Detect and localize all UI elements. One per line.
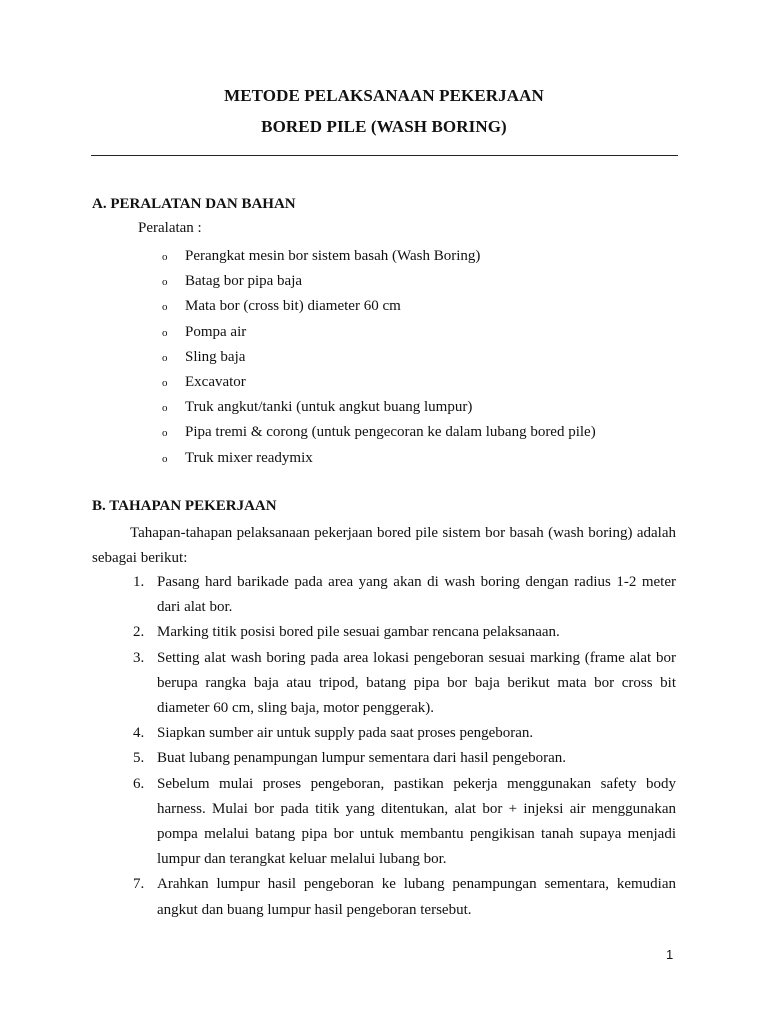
step-text: Siapkan sumber air untuk supply pada saat proses pengeboran.	[157, 725, 534, 742]
bullet-marker: o	[162, 276, 168, 289]
step-text: Buat lubang penampungan lumpur sementara dari hasil pengeboran.	[157, 750, 567, 767]
step-number: 4.	[133, 725, 145, 742]
list-item-text: Truk angkut/tanki (untuk angkut buang lumpur)	[185, 399, 473, 416]
step-text: Marking titik posisi bored pile sesuai gambar rencana pelaksanaan.	[157, 624, 560, 641]
step-number: 1.	[133, 574, 145, 590]
step-number: 5.	[133, 750, 145, 767]
step-text: Sebelum mulai proses pengeboran, pastikan pekerja menggunakan safety body harness. Mulai bor pada titik yang ditentukan, alat bor + injeksi air menggunakan pompa melalui batang pipa bor untuk membantu pengikisan tanah supaya menjadi lumpur dan terangkat keluar melalui lubang bor.	[157, 775, 676, 868]
list-item	[133, 721, 676, 746]
list-item-text: Pipa tremi & corong (untuk pengecoran ke dalam lubang bored pile)	[185, 424, 596, 441]
list-item-text: Mata bor (cross bit) diameter 60 cm	[185, 298, 401, 315]
list-item-text: Truk mixer readymix	[185, 449, 313, 466]
step-text: Setting alat wash boring pada area lokasi pengeboran sesuai marking (frame alat bor berupa rangka baja atau tripod, batang pipa bor baja berikut mata bor cross bit diameter 60 cm, sling baja, motor penggerak).	[157, 649, 676, 717]
bullet-marker: o	[162, 452, 168, 465]
step-number: 2.	[133, 624, 145, 641]
document-subtitle: BORED PILE (WASH BORING)	[261, 117, 507, 136]
list-item-text: Perangkat mesin bor sistem basah (Wash Boring)	[185, 248, 481, 264]
title-divider	[91, 155, 678, 156]
list-item-text: Sling baja	[185, 348, 246, 365]
step-text: Arahkan lumpur hasil pengeboran ke lubang penampungan sementara, kemudian angkut dan buang lumpur hasil pengeboran tersebut.	[157, 876, 676, 918]
work-steps-list	[133, 570, 676, 923]
list-item	[133, 570, 676, 620]
section-a-heading: A. PERALATAN DAN BAHAN	[92, 196, 296, 212]
bullet-marker: o	[162, 326, 168, 339]
bullet-marker: o	[162, 427, 168, 440]
step-number: 3.	[133, 649, 145, 666]
bullet-marker: o	[162, 251, 168, 263]
list-item-text: Pompa air	[185, 323, 247, 340]
document-title: METODE PELAKSANAAN PEKERJAAN	[224, 86, 544, 105]
list-item	[133, 772, 676, 873]
bullet-marker: o	[162, 402, 168, 415]
list-item	[133, 872, 676, 922]
section-b-heading: B. TAHAPAN PEKERJAAN	[92, 498, 277, 514]
step-number: 6.	[133, 775, 145, 792]
step-text: Pasang hard barikade pada area yang akan di wash boring dengan radius 1-2 meter dari alat bor.	[157, 574, 676, 616]
bullet-marker: o	[162, 301, 168, 314]
bullet-marker: o	[162, 351, 168, 364]
list-item-text: Excavator	[185, 373, 246, 390]
bullet-marker: o	[162, 376, 168, 389]
equipment-label: Peralatan :	[138, 220, 202, 236]
list-item	[133, 746, 676, 771]
step-number: 7.	[133, 876, 145, 893]
page-number: 1	[666, 947, 674, 962]
list-item-text: Batag bor pipa baja	[185, 273, 303, 290]
list-item	[133, 620, 676, 645]
section-b-intro: Tahapan-tahapan pelaksanaan pekerjaan bored pile sistem bor basah (wash boring) adalah sebagai berikut:	[92, 525, 676, 566]
list-item	[133, 646, 676, 722]
